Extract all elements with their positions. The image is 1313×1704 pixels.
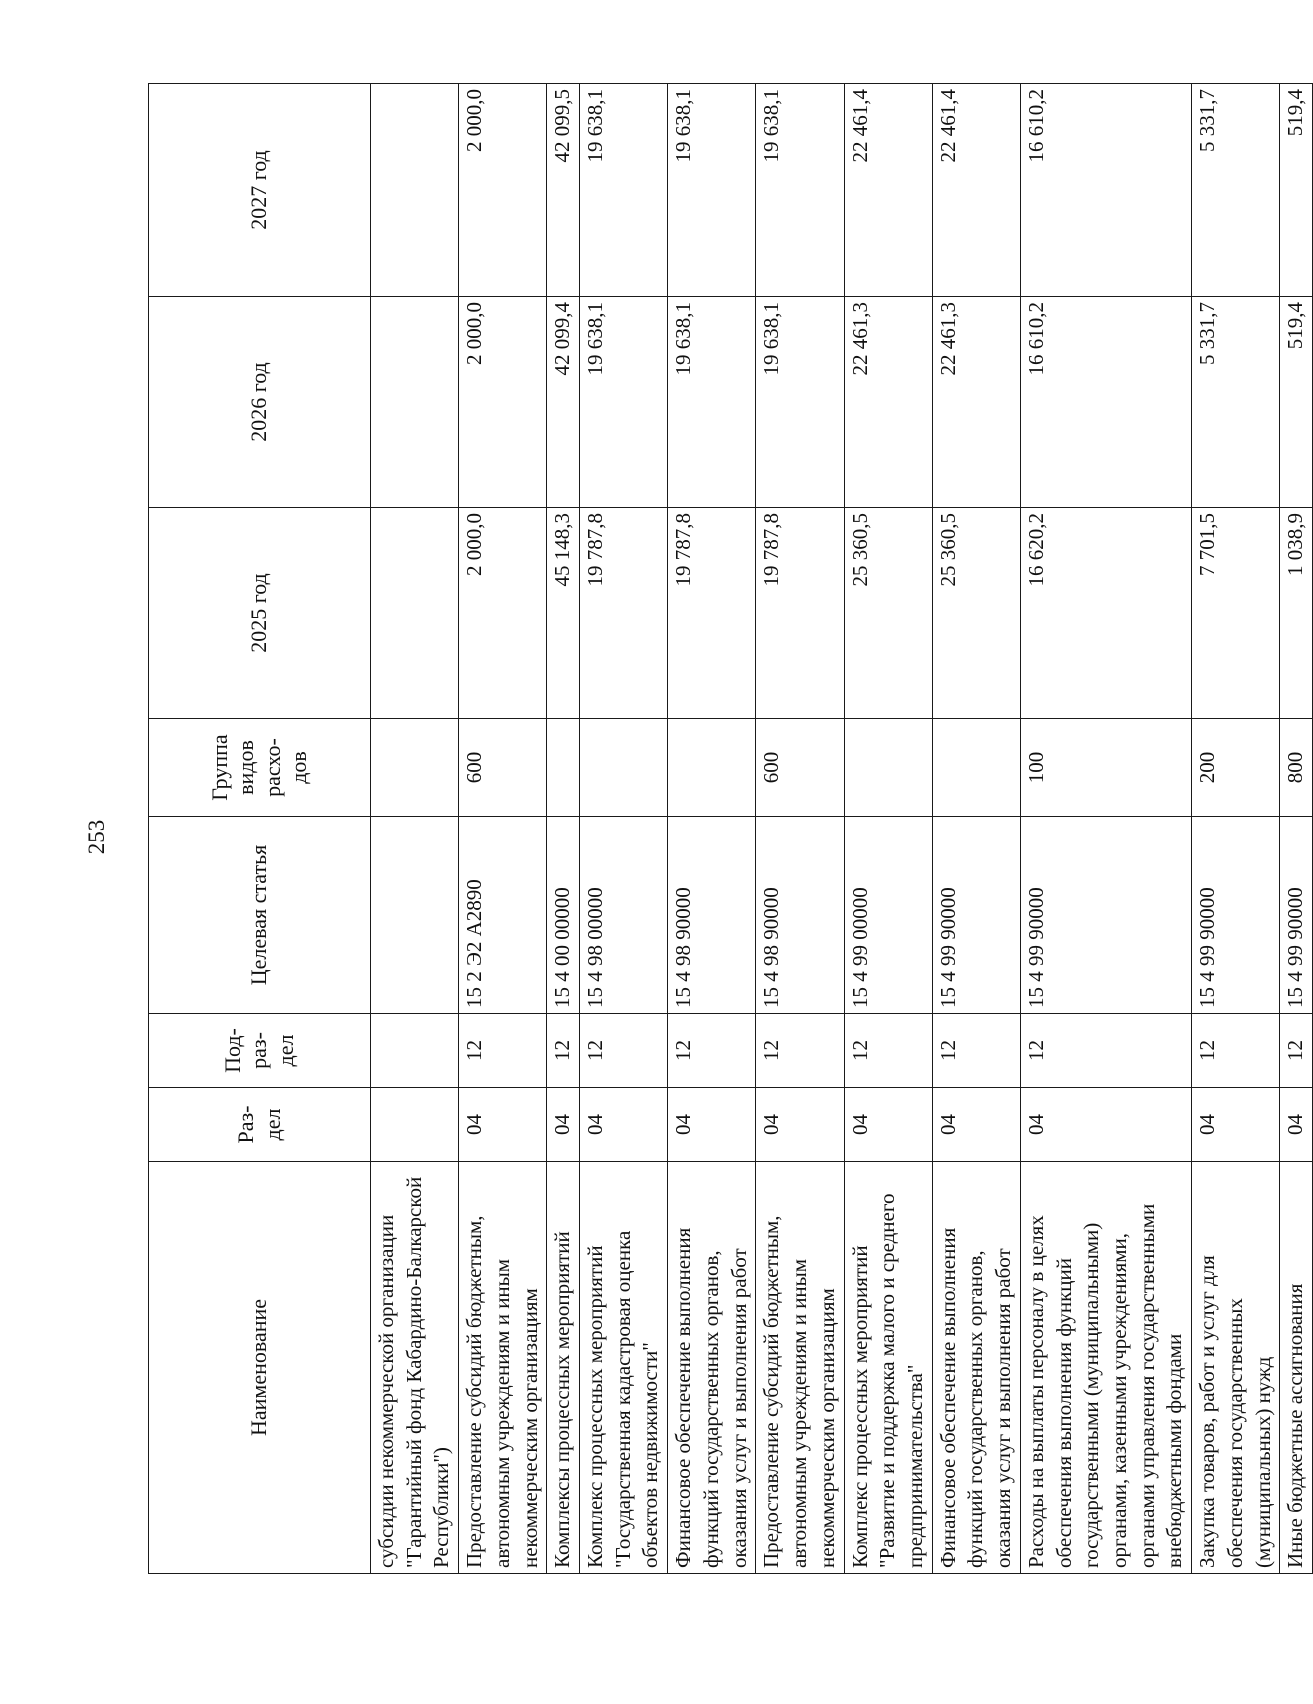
cell-2026: 22 461,3 [844,297,932,508]
cell-subsection: 12 [459,1014,547,1088]
cell-2027: 19 638,1 [668,84,756,297]
table-row [932,84,1020,1574]
cell-group [580,719,668,817]
cell-target: 15 4 98 90000 [756,817,844,1014]
cell-subsection: 12 [1192,1014,1280,1088]
cell-2025 [371,508,459,719]
cell-name: Иные бюджетные ассигнования [1280,1162,1313,1574]
cell-2025: 45 148,3 [547,508,580,719]
col-header-2027: 2027 год [149,84,371,297]
col-header-name: Наименование [149,1162,371,1574]
col-header-2026: 2026 год [149,297,371,508]
cell-section: 04 [547,1088,580,1162]
cell-2027: 5 331,7 [1192,84,1280,297]
col-header-group: Группа видов расхо-дов [149,719,371,817]
cell-name: субсидии некоммерческой организации "Гарантийный фонд Кабардино-Балкарской Республики") [371,1162,459,1574]
cell-2026: 19 638,1 [668,297,756,508]
cell-2025: 25 360,5 [844,508,932,719]
cell-2026 [371,297,459,508]
cell-2026: 2 000,0 [459,297,547,508]
cell-name: Финансовое обеспечение выполнения функций государственных органов, оказания услуг и выполнения работ [668,1162,756,1574]
cell-subsection: 12 [580,1014,668,1088]
cell-target: 15 4 99 90000 [1280,817,1313,1014]
col-header-2025: 2025 год [149,508,371,719]
cell-group: 200 [1192,719,1280,817]
cell-2026: 16 610,2 [1020,297,1191,508]
cell-name: Предоставление субсидий бюджетным, автономным учреждениям и иным некоммерческим организациям [459,1162,547,1574]
cell-2027: 42 099,5 [547,84,580,297]
cell-2025: 19 787,8 [756,508,844,719]
cell-name: Комплекс процессных мероприятий "Развитие и поддержка малого и среднего предпринимательства" [844,1162,932,1574]
cell-subsection: 12 [844,1014,932,1088]
cell-2026: 19 638,1 [580,297,668,508]
table-row [1280,84,1313,1574]
cell-section: 04 [668,1088,756,1162]
cell-section: 04 [756,1088,844,1162]
cell-2025: 7 701,5 [1192,508,1280,719]
cell-2027: 2 000,0 [459,84,547,297]
cell-name: Предоставление субсидий бюджетным, автономным учреждениям и иным некоммерческим организациям [756,1162,844,1574]
col-header-target: Целевая статья [149,817,371,1014]
cell-section: 04 [459,1088,547,1162]
cell-target: 15 4 00 00000 [547,817,580,1014]
table-row [1192,84,1280,1574]
table-row [580,84,668,1574]
table-row [371,84,459,1574]
cell-subsection: 12 [1020,1014,1191,1088]
cell-2026: 519,4 [1280,297,1313,508]
cell-section: 04 [844,1088,932,1162]
budget-table [148,83,1313,1574]
cell-2027: 16 610,2 [1020,84,1191,297]
cell-2025: 2 000,0 [459,508,547,719]
cell-section: 04 [1280,1088,1313,1162]
col-header-section: Раз-дел [149,1088,371,1162]
cell-group: 100 [1020,719,1191,817]
cell-target [371,817,459,1014]
table-row [756,84,844,1574]
cell-subsection: 12 [1280,1014,1313,1088]
cell-group [668,719,756,817]
cell-2026: 42 099,4 [547,297,580,508]
cell-name: Комплексы процессных мероприятий [547,1162,580,1574]
cell-2027: 22 461,4 [844,84,932,297]
cell-target: 15 4 99 90000 [1192,817,1280,1014]
table-row [668,84,756,1574]
cell-2027 [371,84,459,297]
cell-name: Финансовое обеспечение выполнения функций государственных органов, оказания услуг и выполнения работ [932,1162,1020,1574]
table-row [459,84,547,1574]
cell-target: 15 4 98 90000 [668,817,756,1014]
cell-section: 04 [1020,1088,1191,1162]
table-row [547,84,580,1574]
cell-group [844,719,932,817]
cell-group [547,719,580,817]
col-header-subsection: Под-раз-дел [149,1014,371,1088]
cell-2026: 19 638,1 [756,297,844,508]
page-number: 253 [84,819,109,855]
cell-subsection: 12 [756,1014,844,1088]
cell-section: 04 [580,1088,668,1162]
cell-2026: 22 461,3 [932,297,1020,508]
cell-name: Расходы на выплаты персоналу в целях обеспечения выполнения функций государственными (муниципальными) органами, казенными учреждениями, органами управления государственными внебюджетными фондами [1020,1162,1191,1574]
cell-group: 800 [1280,719,1313,817]
cell-2025: 19 787,8 [580,508,668,719]
cell-subsection: 12 [547,1014,580,1088]
cell-2027: 19 638,1 [756,84,844,297]
cell-subsection [371,1014,459,1088]
cell-2025: 25 360,5 [932,508,1020,719]
cell-subsection: 12 [668,1014,756,1088]
table-row [1020,84,1191,1574]
cell-2025: 19 787,8 [668,508,756,719]
cell-section: 04 [932,1088,1020,1162]
cell-section [371,1088,459,1162]
cell-2025: 1 038,9 [1280,508,1313,719]
cell-target: 15 4 98 00000 [580,817,668,1014]
cell-2027: 519,4 [1280,84,1313,297]
table-header-row [149,84,371,1574]
cell-target: 15 4 99 90000 [932,817,1020,1014]
cell-name: Комплекс процессных мероприятий "Государственная кадастровая оценка объектов недвижимости" [580,1162,668,1574]
cell-section: 04 [1192,1088,1280,1162]
cell-name: Закупка товаров, работ и услуг для обеспечения государственных (муниципальных) нужд [1192,1162,1280,1574]
cell-group: 600 [459,719,547,817]
cell-subsection: 12 [932,1014,1020,1088]
cell-2027: 22 461,4 [932,84,1020,297]
cell-target: 15 4 99 00000 [844,817,932,1014]
cell-target: 15 2 Э2 А2890 [459,817,547,1014]
cell-group [932,719,1020,817]
table-row [844,84,932,1574]
cell-2026: 5 331,7 [1192,297,1280,508]
cell-target: 15 4 99 90000 [1020,817,1191,1014]
cell-2027: 19 638,1 [580,84,668,297]
cell-group: 600 [756,719,844,817]
cell-2025: 16 620,2 [1020,508,1191,719]
cell-group [371,719,459,817]
